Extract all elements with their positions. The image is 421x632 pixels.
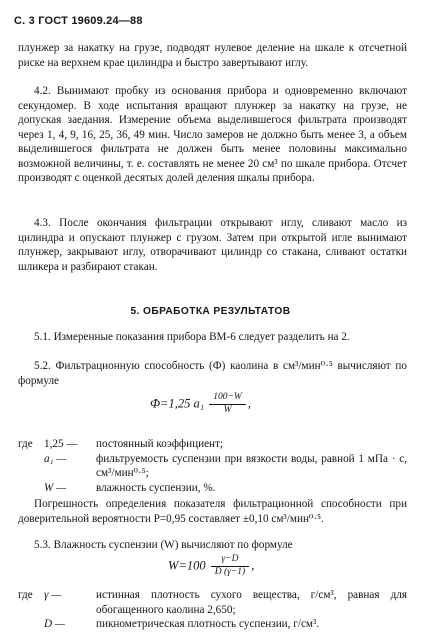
definition-lead: где [18, 589, 33, 601]
definitions-formula-2 [18, 588, 407, 632]
definition-row [18, 437, 407, 452]
paragraph-5-3: 5.3. Влажность суспензии (W) вычисляют по формуле [34, 539, 293, 551]
definition-lead: где [18, 438, 33, 450]
paragraph-5-1: 5.1. Измеренные показания прибора ВМ-6 следует разделить на 2. [34, 331, 350, 343]
definition-row [18, 481, 407, 496]
definition-symbol: a₁ — [44, 452, 67, 465]
definition-symbol: γ — [44, 589, 62, 601]
definition-text: фильтруемость суспензии при вязкости воды, равной 1 мПа · с, см³/мин⁰·⁵; [96, 452, 407, 480]
definition-text: пикнометрическая плотность суспензии, г/см³. [96, 618, 320, 631]
formula-lhs: Ф=1,25 [150, 396, 191, 411]
paragraph-5-2: 5.2. Фильтрационную способность (Ф) каолина в см³/мин⁰·⁵ вычисляют по формуле [18, 360, 407, 387]
formula-denominator: W [223, 404, 232, 415]
formula-numerator: γ−D [211, 554, 249, 567]
definition-row [18, 588, 407, 617]
paragraph-error: Погрешность определения показателя фильтрационной способности при доверительной вероятности P=0,95 составляет ±0,10 см³/мин⁰·⁵. [18, 498, 407, 525]
formula-moisture [168, 554, 254, 579]
formula-numerator: 100−W [209, 392, 246, 405]
definition-row [18, 452, 407, 481]
paragraph-4-3: 4.3. После окончания фильтрации открывают иглу, сливают масло из цилиндра и опускают плунжер с грузом. Затем при открытой игле вынимают плунжер, закрывают иглу, отворачивают цилиндр со стакана, сливают остатки шликера и разбирают стакан. [18, 217, 407, 273]
definition-row [18, 617, 407, 632]
definition-symbol: W — [44, 481, 67, 494]
formula-denominator: D (γ−1) [214, 566, 246, 577]
definition-symbol: D — [44, 618, 65, 631]
formula-tail: , [251, 558, 255, 573]
formula-coefficient: a₁ [193, 396, 205, 411]
page-header: С. 3 ГОСТ 19609.24—88 [14, 15, 143, 27]
paragraph-4-2: 4.2. Вынимают пробку из основания прибора и одновременно включают секундомер. В ходе испытания вращают плунжер за накатку на грузе, не допуская заедания. Измерение объема выделившегося фильтрата производят через 1, 4, 9, 16, 25, 36, 49 мин. Число замеров не должно быть менее 3, а объем выделившегося фильтрата не должен быть менее половины максимально возможной величины, т. е. составлять не менее 20 см³ по шкале прибора. Отсчет производят с оценкой десятых долей деления шкалы прибора. [18, 85, 407, 185]
section-title: 5. ОБРАБОТКА РЕЗУЛЬТАТОВ [130, 306, 291, 317]
formula-filtration [150, 392, 251, 417]
definitions-formula-1 [18, 437, 407, 495]
definition-text: влажность суспензии, %. [96, 481, 216, 494]
definition-text: истинная плотность сухого вещества, г/см³, равная для обогащенного каолина 2,650; [96, 589, 407, 616]
formula-fraction [211, 554, 249, 579]
formula-fraction [209, 392, 246, 417]
formula-tail: , [247, 396, 251, 411]
paragraph-intro: плунжер за накатку на грузе, подводят нулевое деление на шкале к отсчетной риске на верхнем крае цилиндра и быстро завертывают иглу. [18, 42, 407, 69]
definition-symbol: 1,25 — [44, 438, 78, 450]
definition-text: постоянный коэффициент; [96, 438, 224, 450]
formula-lhs: W=100 [168, 558, 206, 573]
